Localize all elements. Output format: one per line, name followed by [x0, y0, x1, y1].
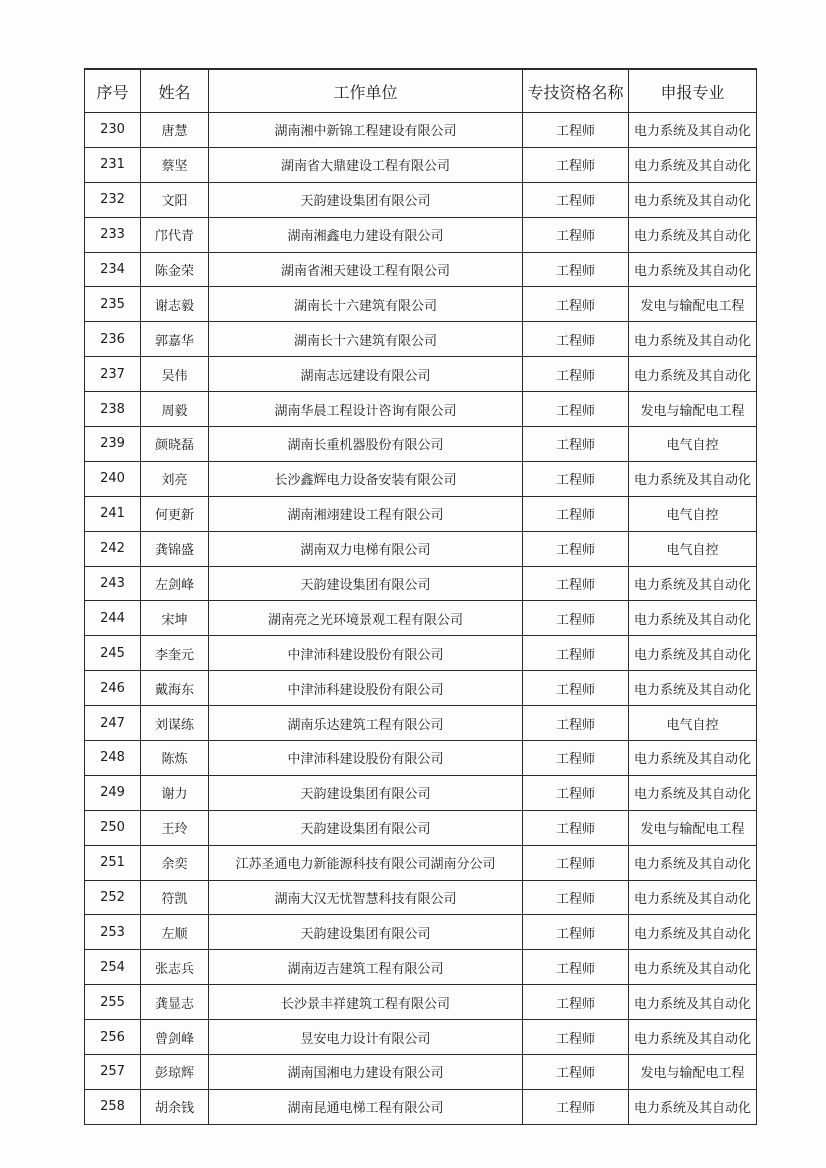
- serial-number-cell: 257: [85, 1055, 141, 1090]
- serial-number-cell: 241: [85, 496, 141, 531]
- table-row: [85, 322, 757, 357]
- name-cell: 唐慧: [141, 113, 209, 148]
- table-row: [85, 252, 757, 287]
- specialty-cell: 电力系统及其自动化: [629, 915, 757, 950]
- serial-number-cell: 231: [85, 147, 141, 182]
- qualification-cell: 工程师: [523, 601, 629, 636]
- serial-number-cell: 251: [85, 845, 141, 880]
- serial-number-cell: 240: [85, 461, 141, 496]
- name-cell: 符凯: [141, 880, 209, 915]
- roster-table: [84, 68, 757, 1125]
- table-row: [85, 217, 757, 252]
- qualification-cell: 工程师: [523, 950, 629, 985]
- serial-number-cell: 252: [85, 880, 141, 915]
- name-cell: 王玲: [141, 810, 209, 845]
- work-unit-cell: 天韵建设集团有限公司: [209, 775, 523, 810]
- serial-number-cell: 238: [85, 392, 141, 427]
- work-unit-cell: 湖南国湘电力建设有限公司: [209, 1055, 523, 1090]
- name-cell: 宋坤: [141, 601, 209, 636]
- header-name: 姓名: [141, 69, 209, 113]
- specialty-cell: 电力系统及其自动化: [629, 147, 757, 182]
- specialty-cell: 电力系统及其自动化: [629, 217, 757, 252]
- qualification-cell: 工程师: [523, 461, 629, 496]
- work-unit-cell: 湖南昆通电梯工程有限公司: [209, 1089, 523, 1124]
- table-row: [85, 1020, 757, 1055]
- table-row: [85, 950, 757, 985]
- qualification-cell: 工程师: [523, 217, 629, 252]
- name-cell: 张志兵: [141, 950, 209, 985]
- table-row: [85, 706, 757, 741]
- table-row: [85, 741, 757, 776]
- qualification-cell: 工程师: [523, 775, 629, 810]
- work-unit-cell: 中津沛科建设股份有限公司: [209, 671, 523, 706]
- work-unit-cell: 长沙景丰祥建筑工程有限公司: [209, 985, 523, 1020]
- qualification-cell: 工程师: [523, 566, 629, 601]
- name-cell: 吴伟: [141, 357, 209, 392]
- table-row: [85, 113, 757, 148]
- qualification-cell: 工程师: [523, 1020, 629, 1055]
- specialty-cell: 电力系统及其自动化: [629, 880, 757, 915]
- work-unit-cell: 湖南省大鼎建设工程有限公司: [209, 147, 523, 182]
- serial-number-cell: 235: [85, 287, 141, 322]
- specialty-cell: 电力系统及其自动化: [629, 461, 757, 496]
- qualification-cell: 工程师: [523, 880, 629, 915]
- qualification-cell: 工程师: [523, 287, 629, 322]
- table-row: [85, 845, 757, 880]
- header-work-unit: 工作单位: [209, 69, 523, 113]
- specialty-cell: 发电与输配电工程: [629, 810, 757, 845]
- name-cell: 颜晓磊: [141, 427, 209, 462]
- table-row: [85, 566, 757, 601]
- name-cell: 龚显志: [141, 985, 209, 1020]
- work-unit-cell: 天韵建设集团有限公司: [209, 182, 523, 217]
- header-qualification: 专技资格名称: [523, 69, 629, 113]
- qualification-cell: 工程师: [523, 531, 629, 566]
- specialty-cell: 发电与输配电工程: [629, 392, 757, 427]
- table-row: [85, 531, 757, 566]
- table-row: [85, 636, 757, 671]
- qualification-cell: 工程师: [523, 845, 629, 880]
- work-unit-cell: 湖南湘翊建设工程有限公司: [209, 496, 523, 531]
- table-row: [85, 671, 757, 706]
- qualification-cell: 工程师: [523, 810, 629, 845]
- specialty-cell: 电力系统及其自动化: [629, 775, 757, 810]
- header-row: [85, 69, 757, 113]
- serial-number-cell: 233: [85, 217, 141, 252]
- table-row: [85, 287, 757, 322]
- table-row: [85, 775, 757, 810]
- specialty-cell: 电力系统及其自动化: [629, 1020, 757, 1055]
- specialty-cell: 电力系统及其自动化: [629, 357, 757, 392]
- work-unit-cell: 湖南志远建设有限公司: [209, 357, 523, 392]
- table-row: [85, 461, 757, 496]
- name-cell: 陈金荣: [141, 252, 209, 287]
- name-cell: 刘亮: [141, 461, 209, 496]
- specialty-cell: 电力系统及其自动化: [629, 1089, 757, 1124]
- specialty-cell: 电力系统及其自动化: [629, 252, 757, 287]
- qualification-cell: 工程师: [523, 322, 629, 357]
- name-cell: 何更新: [141, 496, 209, 531]
- qualification-cell: 工程师: [523, 427, 629, 462]
- specialty-cell: 电力系统及其自动化: [629, 741, 757, 776]
- table-row: [85, 147, 757, 182]
- name-cell: 谢力: [141, 775, 209, 810]
- name-cell: 曾剑峰: [141, 1020, 209, 1055]
- serial-number-cell: 253: [85, 915, 141, 950]
- serial-number-cell: 236: [85, 322, 141, 357]
- work-unit-cell: 湖南长十六建筑有限公司: [209, 322, 523, 357]
- serial-number-cell: 247: [85, 706, 141, 741]
- work-unit-cell: 湖南乐达建筑工程有限公司: [209, 706, 523, 741]
- serial-number-cell: 245: [85, 636, 141, 671]
- name-cell: 邝代青: [141, 217, 209, 252]
- specialty-cell: 电力系统及其自动化: [629, 950, 757, 985]
- work-unit-cell: 昱安电力设计有限公司: [209, 1020, 523, 1055]
- serial-number-cell: 237: [85, 357, 141, 392]
- serial-number-cell: 250: [85, 810, 141, 845]
- specialty-cell: 发电与输配电工程: [629, 1055, 757, 1090]
- qualification-cell: 工程师: [523, 496, 629, 531]
- name-cell: 彭琼辉: [141, 1055, 209, 1090]
- specialty-cell: 电力系统及其自动化: [629, 566, 757, 601]
- serial-number-cell: 232: [85, 182, 141, 217]
- specialty-cell: 电力系统及其自动化: [629, 845, 757, 880]
- serial-number-cell: 255: [85, 985, 141, 1020]
- work-unit-cell: 天韵建设集团有限公司: [209, 566, 523, 601]
- serial-number-cell: 239: [85, 427, 141, 462]
- serial-number-cell: 254: [85, 950, 141, 985]
- qualification-cell: 工程师: [523, 182, 629, 217]
- serial-number-cell: 234: [85, 252, 141, 287]
- table-row: [85, 1089, 757, 1124]
- header-specialty: 申报专业: [629, 69, 757, 113]
- table-row: [85, 915, 757, 950]
- work-unit-cell: 湖南长十六建筑有限公司: [209, 287, 523, 322]
- work-unit-cell: 湖南长重机器股份有限公司: [209, 427, 523, 462]
- specialty-cell: 电力系统及其自动化: [629, 671, 757, 706]
- specialty-cell: 电气自控: [629, 496, 757, 531]
- serial-number-cell: 258: [85, 1089, 141, 1124]
- work-unit-cell: 湖南湘中新锦工程建设有限公司: [209, 113, 523, 148]
- serial-number-cell: 243: [85, 566, 141, 601]
- name-cell: 龚锦盛: [141, 531, 209, 566]
- table-row: [85, 810, 757, 845]
- serial-number-cell: 248: [85, 741, 141, 776]
- work-unit-cell: 湖南亮之光环境景观工程有限公司: [209, 601, 523, 636]
- name-cell: 戴海东: [141, 671, 209, 706]
- header-serial-number: 序号: [85, 69, 141, 113]
- name-cell: 左顺: [141, 915, 209, 950]
- specialty-cell: 电气自控: [629, 706, 757, 741]
- qualification-cell: 工程师: [523, 357, 629, 392]
- specialty-cell: 发电与输配电工程: [629, 287, 757, 322]
- qualification-cell: 工程师: [523, 113, 629, 148]
- work-unit-cell: 中津沛科建设股份有限公司: [209, 741, 523, 776]
- qualification-cell: 工程师: [523, 392, 629, 427]
- name-cell: 郭嘉华: [141, 322, 209, 357]
- table-row: [85, 392, 757, 427]
- table-row: [85, 1055, 757, 1090]
- specialty-cell: 电力系统及其自动化: [629, 601, 757, 636]
- name-cell: 文阳: [141, 182, 209, 217]
- serial-number-cell: 242: [85, 531, 141, 566]
- specialty-cell: 电气自控: [629, 531, 757, 566]
- work-unit-cell: 湖南省湘天建设工程有限公司: [209, 252, 523, 287]
- specialty-cell: 电气自控: [629, 427, 757, 462]
- specialty-cell: 电力系统及其自动化: [629, 636, 757, 671]
- work-unit-cell: 湖南大汉无忧智慧科技有限公司: [209, 880, 523, 915]
- table-row: [85, 601, 757, 636]
- serial-number-cell: 246: [85, 671, 141, 706]
- name-cell: 刘谋练: [141, 706, 209, 741]
- qualification-cell: 工程师: [523, 1089, 629, 1124]
- qualification-cell: 工程师: [523, 147, 629, 182]
- name-cell: 谢志毅: [141, 287, 209, 322]
- work-unit-cell: 江苏圣通电力新能源科技有限公司湖南分公司: [209, 845, 523, 880]
- specialty-cell: 电力系统及其自动化: [629, 113, 757, 148]
- work-unit-cell: 长沙鑫辉电力设备安装有限公司: [209, 461, 523, 496]
- qualification-cell: 工程师: [523, 985, 629, 1020]
- name-cell: 陈炼: [141, 741, 209, 776]
- name-cell: 李奎元: [141, 636, 209, 671]
- qualification-cell: 工程师: [523, 1055, 629, 1090]
- serial-number-cell: 256: [85, 1020, 141, 1055]
- qualification-cell: 工程师: [523, 671, 629, 706]
- qualification-cell: 工程师: [523, 706, 629, 741]
- work-unit-cell: 天韵建设集团有限公司: [209, 810, 523, 845]
- table-row: [85, 427, 757, 462]
- qualification-cell: 工程师: [523, 915, 629, 950]
- name-cell: 胡余钱: [141, 1089, 209, 1124]
- work-unit-cell: 湖南湘鑫电力建设有限公司: [209, 217, 523, 252]
- serial-number-cell: 230: [85, 113, 141, 148]
- work-unit-cell: 天韵建设集团有限公司: [209, 915, 523, 950]
- table-row: [85, 182, 757, 217]
- work-unit-cell: 中津沛科建设股份有限公司: [209, 636, 523, 671]
- specialty-cell: 电力系统及其自动化: [629, 322, 757, 357]
- specialty-cell: 电力系统及其自动化: [629, 985, 757, 1020]
- serial-number-cell: 249: [85, 775, 141, 810]
- table-row: [85, 496, 757, 531]
- work-unit-cell: 湖南华晨工程设计咨询有限公司: [209, 392, 523, 427]
- qualification-cell: 工程师: [523, 252, 629, 287]
- specialty-cell: 电力系统及其自动化: [629, 182, 757, 217]
- qualification-cell: 工程师: [523, 636, 629, 671]
- work-unit-cell: 湖南双力电梯有限公司: [209, 531, 523, 566]
- table-row: [85, 985, 757, 1020]
- name-cell: 周毅: [141, 392, 209, 427]
- name-cell: 蔡坚: [141, 147, 209, 182]
- roster-body: [85, 113, 757, 1125]
- work-unit-cell: 湖南迈吉建筑工程有限公司: [209, 950, 523, 985]
- qualification-cell: 工程师: [523, 741, 629, 776]
- name-cell: 余奕: [141, 845, 209, 880]
- table-row: [85, 880, 757, 915]
- table-row: [85, 357, 757, 392]
- name-cell: 左剑峰: [141, 566, 209, 601]
- serial-number-cell: 244: [85, 601, 141, 636]
